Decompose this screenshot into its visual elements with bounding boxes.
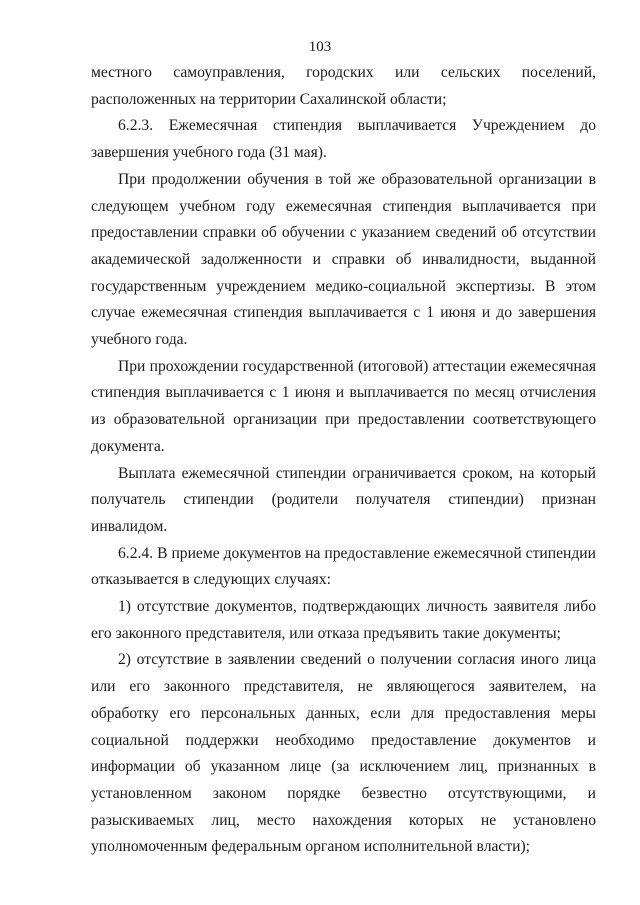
paragraph-attestation: При прохождении государственной (итоговой) аттестации ежемесячная стипендия выплачивается с 1 июня и выплачивается по месяц отчисления из образовательной организации при предоставлении соответствующего документа.	[91, 357, 596, 455]
list-item-1: 1) отсутствие документов, подтверждающих личность заявителя либо его законного представителя, или отказа предъявить такие документы;	[91, 598, 596, 642]
list-item-2: 2) отсутствие в заявлении сведений о получении согласия иного лица или его законного представителя, не являющегося заявителем, на обработку его персональных данных, если для предоставления меры социальной поддержки необходимо предоставление документов и информации об указанном лице (за исключением лиц, признанных в установленном законом порядке безвестно отсутствующими, и разыскиваемых лиц, место нахождения которых не установлено уполномоченным федеральным органом исполнительной власти);	[91, 651, 596, 856]
page-number: 103	[308, 39, 332, 55]
paragraph-continuation: местного самоуправления, городских или сельских поселений, расположенных на территории Сахалинской области;	[91, 64, 596, 108]
paragraph-6-2-3: 6.2.3. Ежемесячная стипендия выплачивается Учреждением до завершения учебного года (31 мая).	[91, 117, 596, 162]
document-body	[91, 60, 596, 861]
paragraph-payment-limit: Выплата ежемесячной стипендии ограничивается сроком, на который получатель стипендии (родители получателя стипендии) признан инвалидом.	[91, 464, 596, 535]
paragraph-continued-study: При продолжении обучения в той же образовательной организации в следующем учебном году ежемесячная стипендия выплачивается при предоставлении справки об обучении с указанием сведений об отсутствии академической задолженности и справки об инвалидности, выданной государственным учреждением медико-социальной экспертизы. В этом случае ежемесячная стипендия выплачивается с 1 июня и до завершения учебного года.	[91, 170, 596, 349]
paragraph-6-2-4: 6.2.4. В приеме документов на предоставление ежемесячной стипендии отказывается в следующих случаях:	[91, 544, 596, 589]
